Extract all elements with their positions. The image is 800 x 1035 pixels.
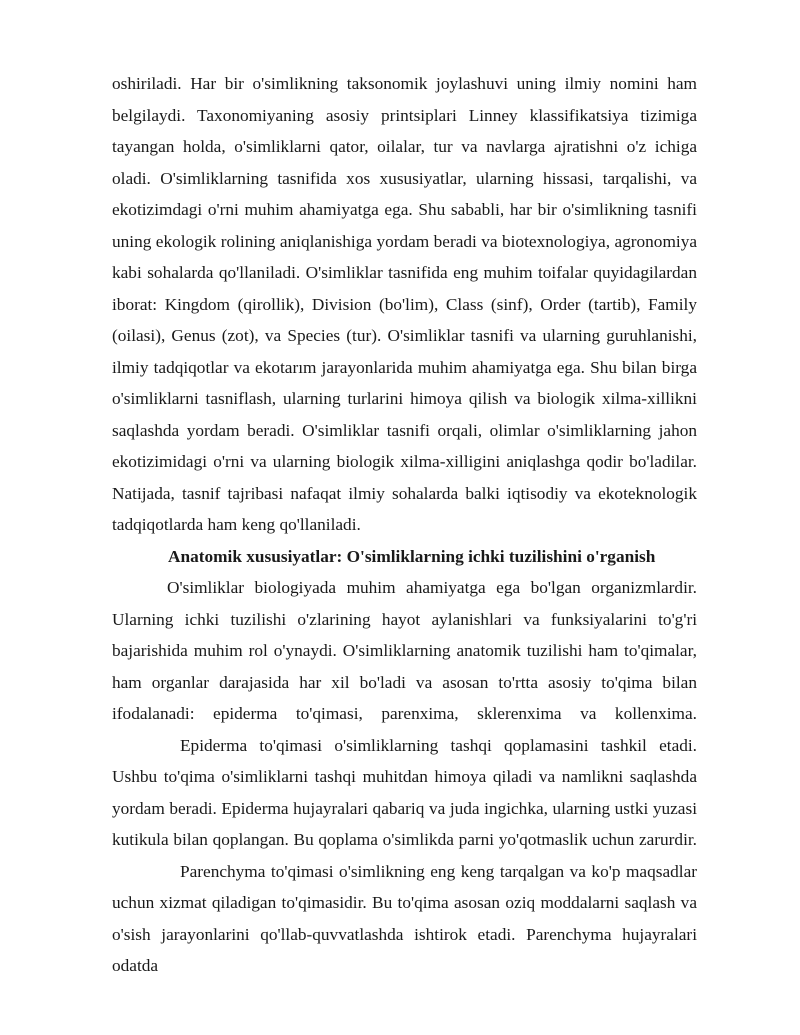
paragraph-parenchyma: Parenchyma to'qimasi o'simlikning eng keng tarqalgan va ko'p maqsadlar uchun xizmat qiladigan to'qimasidir. Bu to'qima asosan oziq moddalarni saqlash va o'sish jarayonlarini qo'llab-quvvatlashda ishtirok etadi. Parenchyma hujayralari odatda — [112, 861, 697, 975]
paragraph-anatomy-intro: O'simliklar biologiyada muhim ahamiyatga ega bo'lgan organizmlardir. Ularning ichki tuzilishi o'zlarining hayot aylanishlari va funksiyalarini to'g'ri bajarishida muhim rol o'ynaydi. O'simliklarning anatomik tuzilishi ham to'qimalar, ham organlar darajasida har xil bo'ladi va asosan to'rtta asosiy to'qima bilan ifodalanadi: epiderma to'qimasi, parenxima, sklerenxima va kollenxima. — [112, 578, 697, 723]
paragraph-taxonomy: oshiriladi. Har bir o'simlikning taksonomik joylashuvi uning ilmiy nomini ham belgilaydi. Taxonomiyaning asosiy printsiplari Linney klassifikatsiya tizimiga tayangan holda, o'simliklarni qator, oilalar, tur va navlarga ajratishni o'z ichiga oladi. O'simliklarning tasnifida xos xususiyatlar, ularning hissasi, tarqalishi, va ekotizimdagi o'rni muhim ahamiyatga ega. Shu sababli, har bir o'simlikning tasnifi uning ekologik rolining aniqlanishiga yordam beradi va biotexnologiya, agronomiya kabi sohalarda qo'llaniladi. O'simliklar tasnifida eng muhim toifalar quyidagilardan iborat: Kingdom (qirollik), Division (bo'lim), Class (sinf), Order (tartib), Family (oilasi), Genus (zot), va Species (tur). O'simliklar tasnifi va ularning guruhlanishi, ilmiy tadqiqotlar va ekotarım jarayonlarida muhim ahamiyatga ega. Shu bilan birga o'simliklarni tasniflash, ularning turlarini himoya qilish va biologik xilma-xillikni saqlashda yordam beradi. O'simliklar tasnifi orqali, olimlar o'simliklarning jahon ekotizimidagi o'rni va ularning biologik xilma-xilligini aniqlashga qodir bo'ladilar. Natijada, tasnif tajribasi nafaqat ilmiy sohalarda balki iqtisodiy va ekoteknologik tadqiqotlarda ham keng qo'llaniladi. — [112, 74, 697, 534]
section-heading: Anatomik xususiyatlar: O'simliklarning ichki tuzilishini o'rganish — [168, 546, 656, 566]
document-page — [112, 68, 697, 982]
paragraph-epidermis: Epiderma to'qimasi o'simliklarning tashqi qoplamasini tashkil etadi. Ushbu to'qima o'simliklarni tashqi muhitdan himoya qiladi va namlikni saqlashda yordam beradi. Epiderma hujayralari qabariq va juda ingichka, ularning ustki yuzasi kutikula bilan qoplangan. Bu qoplama o'simlikda parni yo'qotmaslik uchun zarurdir. — [112, 735, 697, 849]
